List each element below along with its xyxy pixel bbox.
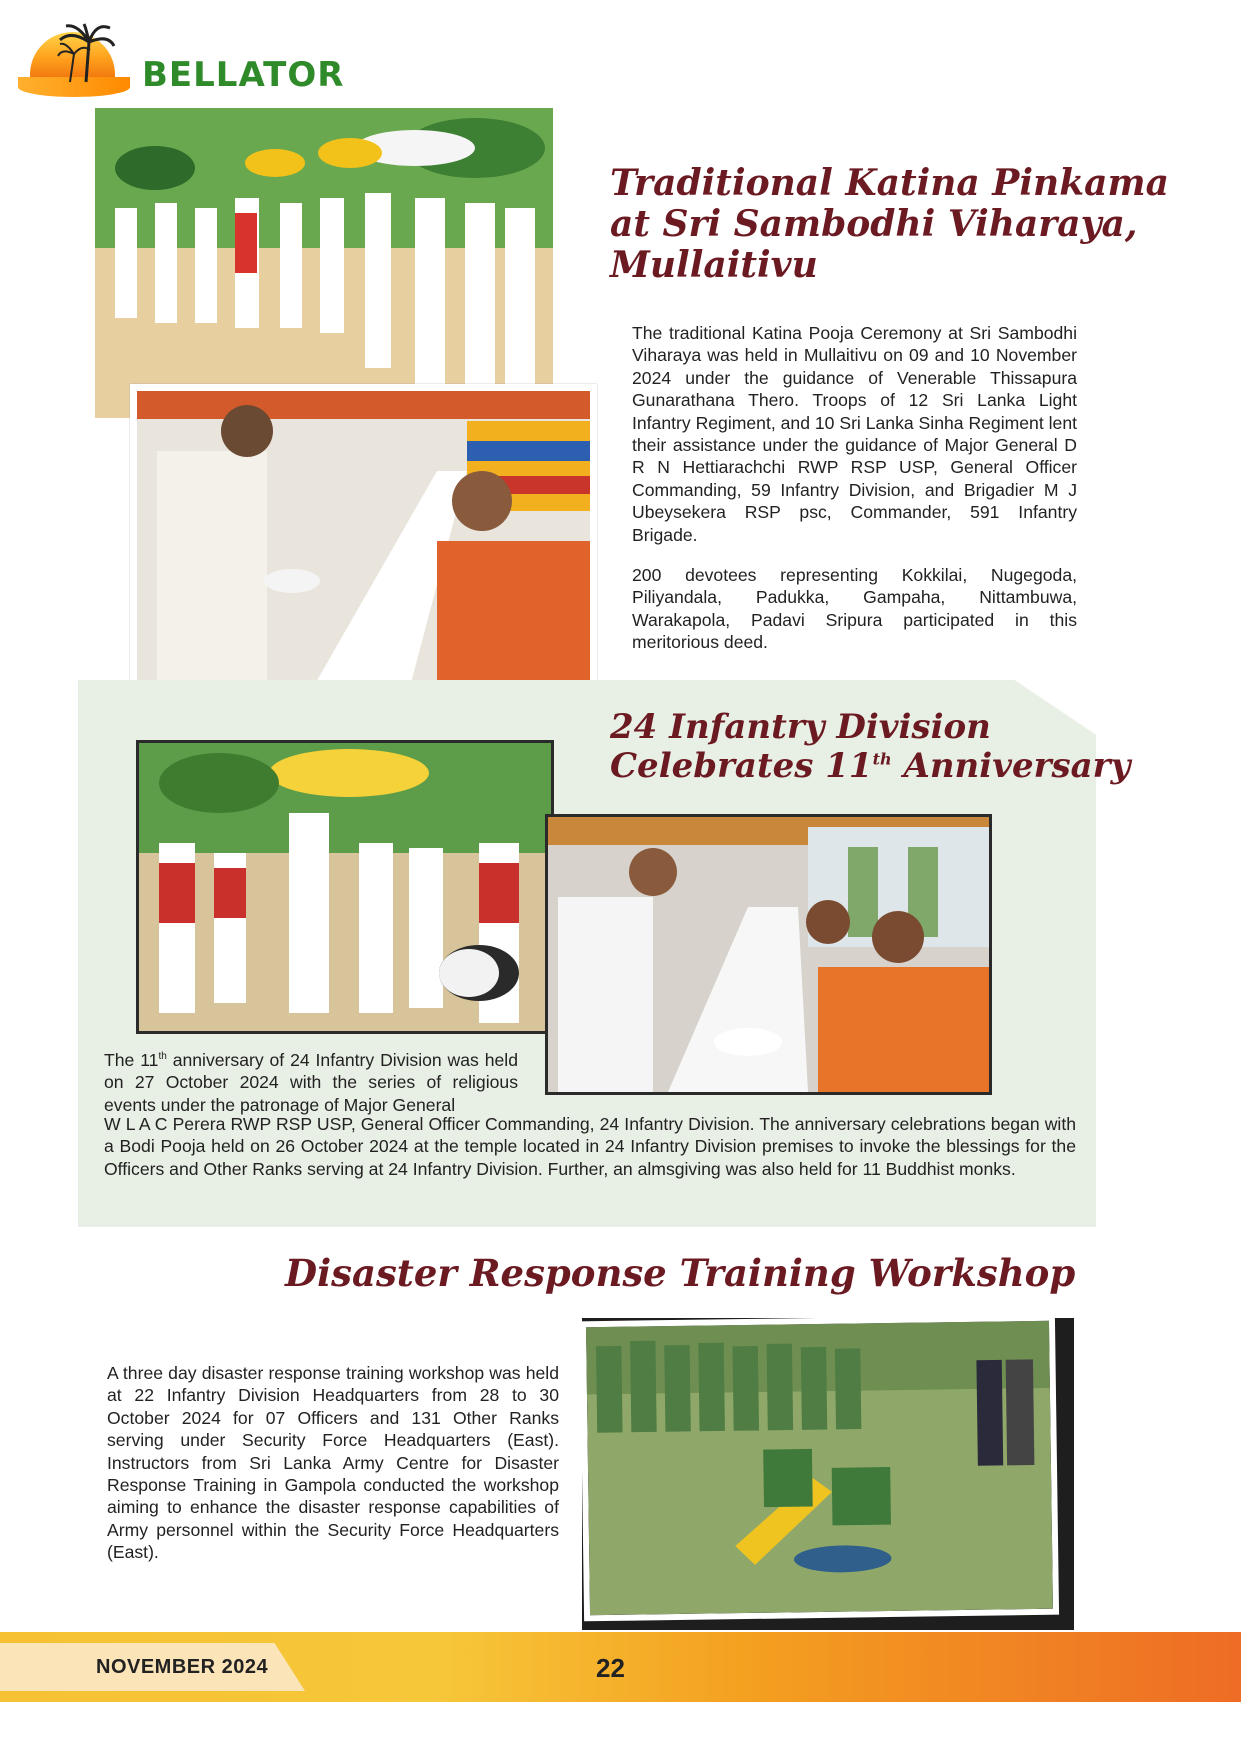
article3-body: A three day disaster response training workshop was held at 22 Infantry Division Headquarters from 28 to 30 October 2024 for 07 Officers and 131 Other Ranks serving under Security Force Headquarters (East). Instructors from Sri Lanka Army Centre for Disaster Response Training in Gampola conducted the workshop aiming to enhance the disaster response capabilities of Army personnel within the Security Force Headquarters (East). (107, 1363, 559, 1563)
palm-tree-icon (56, 22, 116, 84)
brand-logo-text: BELLATOR (142, 55, 345, 95)
article1-paragraph1: The traditional Katina Pooja Ceremony at Sri Sambodhi Viharaya was held in Mullaitivu on 09 and 10 November 2024 under the guidance of Venerable Thissapura Gunarathana Thero. Troops of 12 Sri Lanka Light Infantry Regiment, and 10 Sri Lanka Sinha Regiment lent their assistance under the guidance of Major General D R N Hettiarachchi RWP RSP USP, General Officer Commanding, 59 Infantry Division, and Brigadier M J Ubeysekera RSP psc, Commander, 591 Infantry Brigade. (632, 323, 1077, 545)
article1-body (632, 322, 1077, 672)
issue-month: NOVEMBER 2024 (96, 1656, 269, 1678)
page-number: 22 (596, 1653, 625, 1683)
article2-body-full: W L A C Perera RWP RSP USP, General Officer Commanding, 24 Infantry Division. The anniversary celebrations began with a Bodi Pooja held on 26 October 2024 at the temple located in 24 Infantry Division premises to invoke the blessings for the Officers and Other Ranks serving at 24 Infantry Division. Further, an almsgiving was also held for 11 Buddhist monks. (104, 1114, 1076, 1179)
article3-title: Disaster Response Training Workshop (285, 1251, 1076, 1295)
photo-disaster-training (580, 1315, 1059, 1622)
article2-body-short: The 11th anniversary of 24 Infantry Division was held on 27 October 2024 with the series of religious events under the patronage of Major General (104, 1049, 518, 1115)
photo-perahera-drummers (136, 740, 554, 1034)
article1-title-line3: Mullaitivu (610, 244, 818, 287)
article1-title-line1: Traditional Katina Pinkama (610, 162, 1169, 204)
photo-almsgiving-monks (130, 384, 597, 705)
article1-paragraph2: 200 devotees representing Kokkilai, Nugegoda, Piliyandala, Padukka, Gampaha, Nittambuwa, Warakapola, Padavi Sripura participated in this meritorious deed. (632, 565, 1077, 653)
article2-title-line1: 24 Infantry Division (610, 707, 991, 747)
article2-title (610, 708, 1130, 786)
article1-title (610, 163, 1169, 286)
article1-title-line2: at Sri Sambodhi Viharaya, (610, 203, 1138, 246)
photo-monks-alms-hall (545, 814, 992, 1095)
article2-title-line2: Celebrates 11th Anniversary (610, 745, 1131, 786)
photo-katina-procession (95, 108, 553, 418)
